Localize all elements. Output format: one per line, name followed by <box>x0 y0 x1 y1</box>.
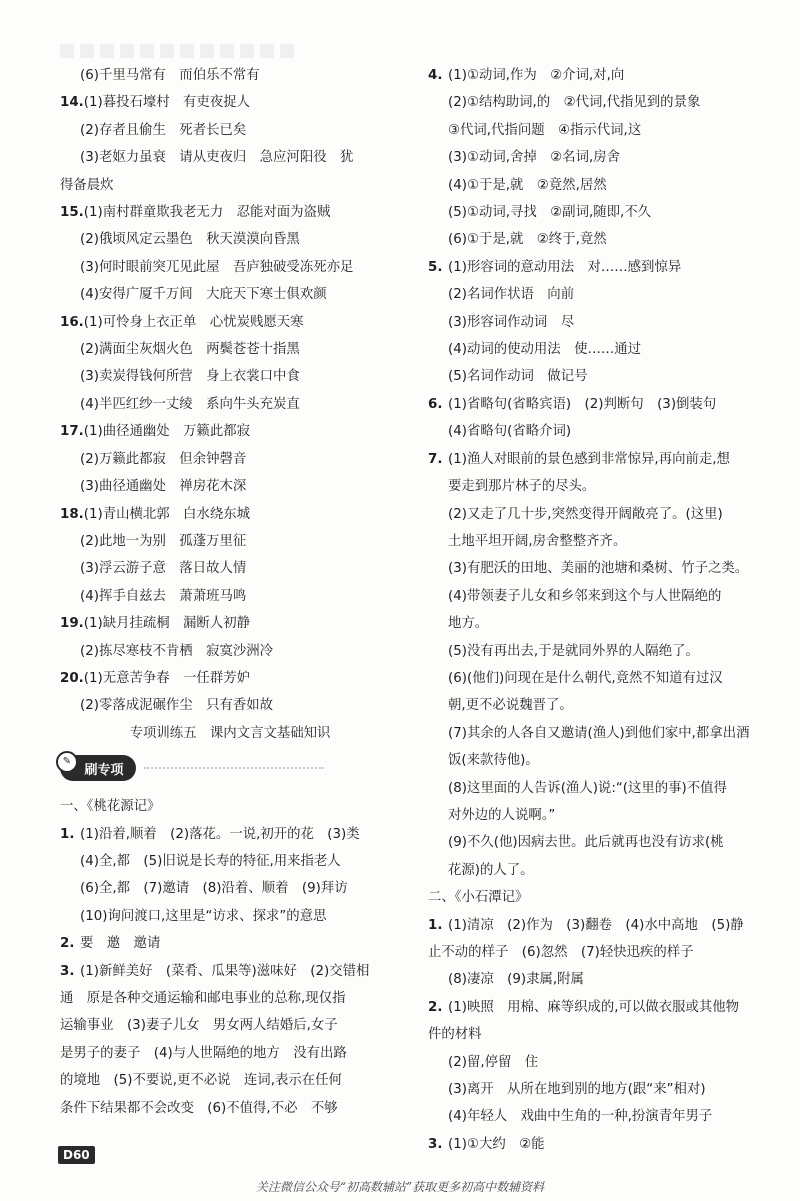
answer-line <box>428 473 780 500</box>
answer-text: 要走到那片林子的尽头。 <box>448 479 596 495</box>
pen-icon: ✎ <box>56 751 78 773</box>
answer-text: (4)年轻人 戏曲中生角的一种,扮演青年男子 <box>448 1109 713 1125</box>
answer-text: (2)留,停留 住 <box>448 1054 539 1070</box>
answer-text: (1)青山横北郭 白水绕东城 <box>83 506 250 522</box>
question-number: 5. <box>428 259 443 275</box>
answer-line <box>428 939 780 966</box>
question-number: 3. <box>428 1136 443 1152</box>
answer-text: (1)形容词的意动用法 对……感到惊异 <box>448 259 682 275</box>
answer-line <box>60 309 400 336</box>
answer-text: 条件下结果都不会改变 (6)不值得,不必 不够 <box>60 1100 338 1116</box>
answer-text: 土地平坦开阔,房舍整整齐齐。 <box>448 533 627 549</box>
answer-text: (9)不久(他)因病去世。此后就再也没有访求(桃 <box>448 835 724 851</box>
answer-text: (4)安得广厦千万间 大庇天下寒士俱欢颜 <box>80 287 327 303</box>
answer-text: (1)暮投石壕村 有吏夜捉人 <box>83 95 250 111</box>
badge-label: 刷专项 <box>84 762 124 778</box>
answer-text: (1)渔人对眼前的景色感到非常惊异,再向前走,想 <box>448 451 730 467</box>
answer-line <box>60 528 400 555</box>
answer-line <box>428 775 780 802</box>
answer-line <box>60 848 400 875</box>
answer-line <box>60 418 400 445</box>
answer-line <box>428 89 780 116</box>
left-column <box>60 62 400 1122</box>
answer-text: ③代词,代指问题 ④指示代词,这 <box>448 122 642 138</box>
answer-text: 地方。 <box>448 616 489 632</box>
answer-text: (1)①大约 ②能 <box>448 1136 545 1152</box>
answer-line <box>428 446 780 473</box>
question-number: 1. <box>428 917 443 933</box>
answer-text: (2)名词作状语 向前 <box>448 287 575 303</box>
answer-line <box>60 821 400 848</box>
answer-line <box>60 363 400 390</box>
answer-text: (2)①结构助词,的 ②代词,代指见到的景象 <box>448 95 701 111</box>
question-number: 3. <box>60 963 75 979</box>
answer-line <box>60 1040 400 1067</box>
answer-line <box>428 665 780 692</box>
previous-page-bleed <box>60 44 300 58</box>
answer-text: (4)半匹红纱一丈绫 系向牛头充炭直 <box>80 396 300 412</box>
footer-note: 关注微信公众号“初高数辅站”获取更多初高中数辅资料 <box>255 1180 545 1194</box>
answer-line <box>428 610 780 637</box>
question-number: 20. <box>60 670 84 686</box>
answer-text: (5)没有再出去,于是就同外界的人隔绝了。 <box>448 643 699 659</box>
answer-line <box>428 144 780 171</box>
answer-line <box>60 958 400 985</box>
question-number: 4. <box>428 68 443 83</box>
answer-line <box>428 692 780 719</box>
practice-badge <box>60 755 136 781</box>
answer-text: 朝,更不必说魏晋了。 <box>448 698 573 714</box>
answer-text: (2)万籁此都寂 但余钟磬音 <box>80 451 247 467</box>
answer-line <box>60 226 400 253</box>
answer-line <box>428 1076 780 1103</box>
answer-line <box>428 966 780 993</box>
answer-text: 对外边的人说啊。” <box>448 807 556 823</box>
answer-text: (8)这里面的人告诉(渔人)说:“(这里的事)不值得 <box>448 780 727 796</box>
answer-text: 是男子的妻子 (4)与人世隔绝的地方 没有出路 <box>60 1045 347 1061</box>
answer-line <box>60 117 400 144</box>
answer-text: 通 原是各种交通运输和邮电事业的总称,现仅指 <box>60 991 346 1006</box>
answer-text: 一、《桃花源记》 <box>60 799 161 815</box>
answer-line <box>60 336 400 363</box>
answer-text: (1)沿着,顺着 (2)落花。一说,初开的花 (3)类 <box>80 826 360 842</box>
answer-text: 件的材料 <box>428 1027 482 1043</box>
answer-line <box>428 199 780 226</box>
answer-text: 要 邀 邀请 <box>80 936 161 952</box>
answer-line <box>428 638 780 665</box>
answer-line <box>428 802 780 829</box>
answer-line <box>428 994 780 1021</box>
answer-text: (4)省略句(省略介词) <box>448 424 572 440</box>
answer-line <box>60 793 400 820</box>
answer-text: (2)又走了几十步,突然变得开阔敞亮了。(这里) <box>448 506 723 522</box>
answer-line <box>428 884 780 911</box>
answer-line <box>428 747 780 774</box>
answer-line <box>428 117 780 144</box>
answer-line <box>428 720 780 747</box>
answer-line <box>428 555 780 582</box>
answer-text: 二、《小石潭记》 <box>428 890 529 906</box>
answer-text: (8)凄凉 (9)隶属,附属 <box>448 972 584 988</box>
answer-line <box>428 857 780 884</box>
answer-line <box>60 875 400 902</box>
answer-text: (3)①动词,舍掉 ②名词,房舍 <box>448 150 621 166</box>
answer-line <box>60 583 400 610</box>
section-title: 专项训练五 课内文言文基础知识 <box>129 725 331 741</box>
answer-text: 的境地 (5)不要说,更不必说 连词,表示在任何 <box>60 1073 342 1089</box>
answer-line <box>428 1049 780 1076</box>
answer-line <box>428 309 780 336</box>
answer-line <box>60 1067 400 1094</box>
answer-text: 饭(来款待他)。 <box>448 753 539 769</box>
answer-line <box>60 172 400 199</box>
answer-line <box>428 363 780 390</box>
answer-line <box>60 254 400 281</box>
answer-line <box>428 912 780 939</box>
right-answer-list <box>428 62 780 1158</box>
answer-line <box>428 391 780 418</box>
answer-line <box>60 281 400 308</box>
answer-line <box>428 1021 780 1048</box>
answer-text: (4)全,都 (5)旧说是长寿的特征,用来指老人 <box>80 853 341 869</box>
answer-text: (3)老妪力虽衰 请从吏夜归 急应河阳役 犹 <box>80 150 354 166</box>
answer-text: (4)挥手自兹去 萧萧班马鸣 <box>80 588 247 604</box>
left-answer-list-2 <box>60 793 400 1122</box>
answer-line <box>60 199 400 226</box>
answer-text: (2)拣尽寒枝不肯栖 寂寞沙洲冷 <box>80 643 274 659</box>
question-number: 17. <box>60 424 84 440</box>
answer-text: (1)省略句(省略宾语) (2)判断句 (3)倒装句 <box>448 396 717 412</box>
answer-text: (5)①动词,寻找 ②副词,随即,不久 <box>448 205 652 221</box>
question-number: 2. <box>428 999 443 1015</box>
answer-text: (1)新鲜美好 (菜肴、瓜果等)滋味好 (2)交错相 <box>80 963 370 979</box>
answer-text: (3)有肥沃的田地、美丽的池塘和桑树、竹子之类。 <box>448 561 749 577</box>
answer-line <box>428 1131 780 1158</box>
answer-line <box>428 501 780 528</box>
badge-row <box>60 747 400 793</box>
answer-line <box>428 62 780 89</box>
question-number: 1. <box>60 826 75 842</box>
answer-text: 得备晨炊 <box>60 177 114 193</box>
answer-text: 运输事业 (3)妻子儿女 男女两人结婚后,女子 <box>60 1018 338 1034</box>
answer-text: (1)无意苦争春 一任群芳妒 <box>83 670 250 686</box>
answer-text: (2)满面尘灰烟火色 两鬓苍苍十指黑 <box>80 342 300 358</box>
answer-line <box>60 89 400 116</box>
answer-line <box>428 528 780 555</box>
answer-line <box>428 336 780 363</box>
answer-text: 花源)的人了。 <box>448 862 534 878</box>
answer-line <box>60 1012 400 1039</box>
answer-text: (7)其余的人各自又邀请(渔人)到他们家中,都拿出酒 <box>448 725 750 741</box>
answer-line <box>60 610 400 637</box>
answer-text: (6)千里马常有 而伯乐不常有 <box>80 68 260 83</box>
answer-line <box>60 391 400 418</box>
left-answer-list <box>60 62 400 720</box>
answer-text: (1)缺月挂疏桐 漏断人初静 <box>83 616 250 632</box>
answer-text: (6)全,都 (7)邀请 (8)沿着、顺着 (9)拜访 <box>80 881 348 897</box>
answer-text: (3)形容词作动词 尽 <box>448 314 575 330</box>
page-number: D60 <box>58 1146 95 1164</box>
answer-line <box>428 172 780 199</box>
answer-text: (3)浮云游子意 落日故人情 <box>80 561 247 577</box>
answer-line <box>428 418 780 445</box>
answer-text: (1)南村群童欺我老无力 忍能对面为盗贼 <box>83 205 331 221</box>
answer-line <box>60 638 400 665</box>
answer-line <box>60 692 400 719</box>
question-number: 19. <box>60 616 84 632</box>
question-number: 14. <box>60 95 84 111</box>
answer-line <box>60 1095 400 1122</box>
answer-text: (6)①于是,就 ②终于,竟然 <box>448 232 607 248</box>
answer-line <box>60 930 400 957</box>
answer-line <box>428 583 780 610</box>
answer-line <box>60 473 400 500</box>
answer-line <box>428 829 780 856</box>
answer-text: (2)此地一为别 孤蓬万里征 <box>80 533 247 549</box>
answer-line <box>428 281 780 308</box>
dotted-rule <box>144 767 324 769</box>
answer-text: (1)曲径通幽处 万籁此都寂 <box>83 424 250 440</box>
answer-text: (4)动词的使动用法 使……通过 <box>448 342 642 358</box>
answer-line <box>60 985 400 1012</box>
answer-line <box>60 555 400 582</box>
answer-line <box>60 62 400 89</box>
answer-text: 止不动的样子 (6)忽然 (7)轻快迅疾的样子 <box>428 945 694 960</box>
answer-line <box>428 254 780 281</box>
answer-text: (1)可怜身上衣正单 心忧炭贱愿天寒 <box>83 314 304 330</box>
question-number: 16. <box>60 314 84 330</box>
answer-line <box>428 226 780 253</box>
answer-text: (4)带领妻子儿女和乡邻来到这个与人世隔绝的 <box>448 588 722 604</box>
answer-text: (2)存者且偷生 死者长已矣 <box>80 122 247 138</box>
answer-line <box>428 1103 780 1130</box>
answer-line <box>60 501 400 528</box>
answer-line <box>60 144 400 171</box>
answer-text: (3)曲径通幽处 禅房花木深 <box>80 479 247 495</box>
answer-line <box>60 665 400 692</box>
answer-text: (6)(他们)问现在是什么朝代,竟然不知道有过汉 <box>448 670 723 686</box>
answer-line <box>60 446 400 473</box>
answer-text: (1)清凉 (2)作为 (3)翻卷 (4)水中高地 (5)静 <box>448 917 744 933</box>
answer-text: (3)卖炭得钱何所营 身上衣裳口中食 <box>80 369 300 385</box>
question-number: 2. <box>60 936 75 952</box>
question-number: 15. <box>60 205 84 221</box>
answer-text: (2)零落成泥碾作尘 只有香如故 <box>80 698 274 714</box>
answer-text: (2)俄顷风定云墨色 秋天漠漠向昏黑 <box>80 232 300 248</box>
answer-text: (10)询问渡口,这里是“访求、探求”的意思 <box>80 908 327 924</box>
answer-line <box>60 903 400 930</box>
answer-text: (5)名词作动词 做记号 <box>448 369 588 385</box>
right-column <box>428 62 780 1158</box>
answer-text: (4)①于是,就 ②竟然,居然 <box>448 177 607 193</box>
answer-text: (1)映照 用棉、麻等织成的,可以做衣服或其他物 <box>448 999 740 1015</box>
question-number: 6. <box>428 396 443 412</box>
question-number: 18. <box>60 506 84 522</box>
question-number: 7. <box>428 451 443 467</box>
answer-text: (1)①动词,作为 ②介词,对,向 <box>448 68 625 83</box>
answer-text: (3)离开 从所在地到别的地方(跟“来”相对) <box>448 1082 706 1098</box>
answer-text: (3)何时眼前突兀见此屋 吾庐独破受冻死亦足 <box>80 259 354 275</box>
